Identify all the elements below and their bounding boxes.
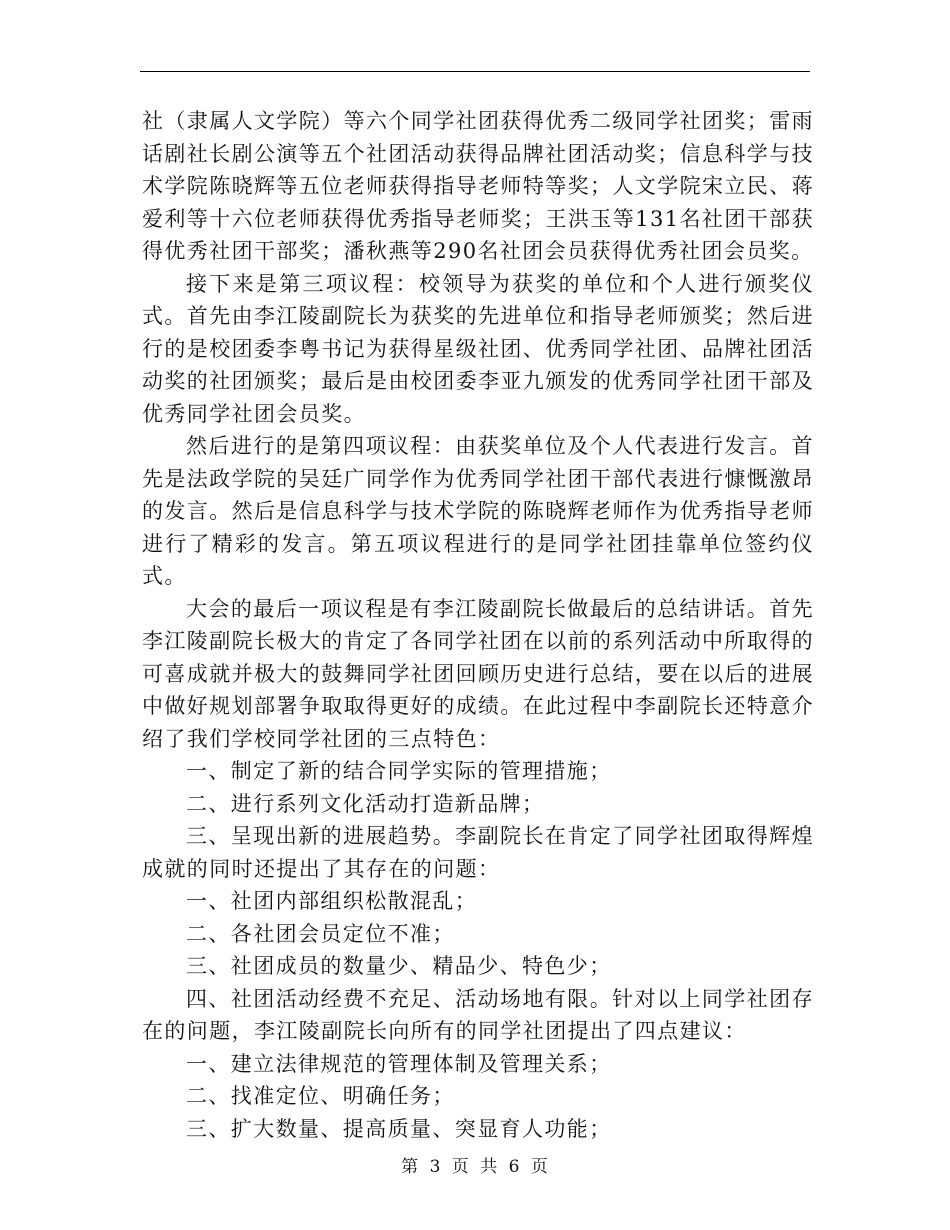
paragraph-fourth-agenda: 然后进行的是第四项议程：由获奖单位及个人代表进行发言。首先是法政学院的吴廷广同学作为优秀同学社团干部代表进行慷慨激昂的发言。然后是信息科学与技术学院的陈晓辉老师作为优秀指导老师进行了精彩的发言。第五项议程进行的是同学社团挂靠单位签约仪式。: [142, 434, 814, 588]
total-prefix: 共: [480, 1157, 499, 1177]
page-prefix: 第: [401, 1157, 420, 1177]
paragraph-final-agenda: 大会的最后一项议程是有李江陵副院长做最后的总结讲话。首先李江陵副院长极大的肯定了各同学社团在以前的系列活动中所取得的可喜成就并极大的鼓舞同学社团回顾历史进行总结，要在以后的进展中做好规划部署争取取得更好的成绩。在此过程中李副院长还特意介绍了我们学校同学社团的三点特色：: [142, 596, 814, 751]
feature-item-2: 二、进行系列文化活动打造新品牌；: [186, 791, 545, 816]
problem-item-4: 四、社团活动经费不充足、活动场地有限。针对以上同学社团存在的问题，李江陵副院长向所有的同学社团提出了四点建议：: [142, 986, 814, 1043]
page-footer: [0, 1152, 950, 1177]
problem-item-3: 三、社团成员的数量少、精品少、特色少；: [186, 954, 612, 978]
suggestion-item-1: 一、建立法律规范的管理体制及管理关系；: [186, 1051, 612, 1076]
problem-item-1: 一、社团内部组织松散混乱；: [186, 889, 478, 913]
suggestion-item-3: 三、扩大数量、提高质量、突显育人功能；: [186, 1116, 612, 1141]
total-unit: 页: [530, 1157, 549, 1177]
paragraph-awards-list: 社（隶属人文学院）等六个同学社团获得优秀二级同学社团奖；雷雨话剧社长剧公演等五个社团活动获得品牌社团活动奖；信息科学与技术学院陈晓辉等五位老师获得指导老师特等奖；人文学院宋立民、蒋爱利等十六位老师获得优秀指导老师奖；王洪玉等131名社团干部获得优秀社团干部奖；潘秋燕等290名社团会员获得优秀社团会员奖。: [142, 109, 814, 263]
problem-item-2: 二、各社团会员定位不准；: [186, 921, 455, 946]
suggestion-item-2: 二、找准定位、明确任务；: [186, 1084, 455, 1108]
page-number: 3: [429, 1157, 442, 1177]
document-body: [142, 105, 814, 1145]
total-pages: 6: [508, 1157, 521, 1177]
page-unit: 页: [451, 1157, 470, 1177]
paragraph-third-agenda: 接下来是第三项议程：校领导为获奖的单位和个人进行颁奖仪式。首先由李江陵副院长为获奖的先进单位和指导老师颁奖；然后进行的是校团委李粤书记为获得星级社团、优秀同学社团、品牌社团活动奖的社团颁奖；最后是由校团委李亚九颁发的优秀同学社团干部及优秀同学社团会员奖。: [142, 271, 814, 426]
feature-item-1: 一、制定了新的结合同学实际的管理措施；: [186, 759, 612, 783]
feature-item-3: 三、呈现出新的进展趋势。李副院长在肯定了同学社团取得辉煌成就的同时还提出了其存在的问题：: [142, 824, 814, 881]
header-rule: [140, 71, 810, 72]
